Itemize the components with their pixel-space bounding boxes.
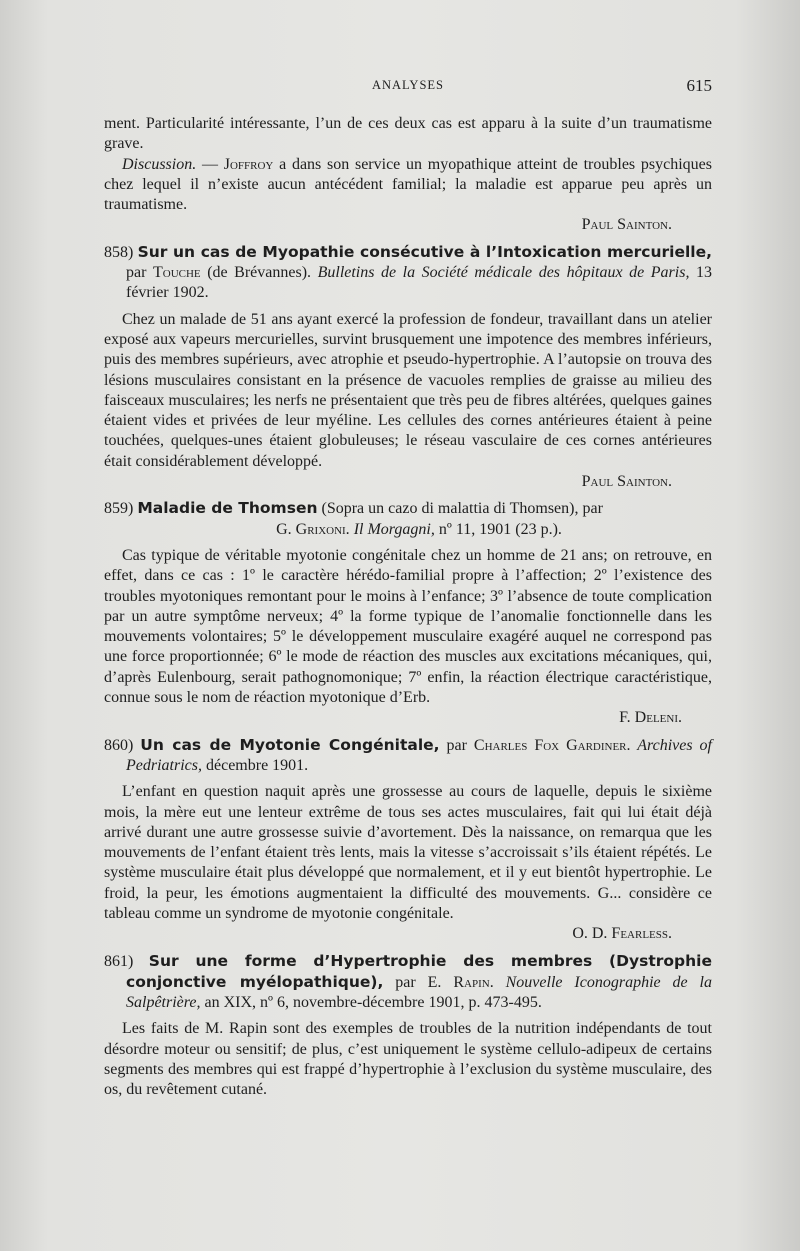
entry-body: Cas typique de véritable myotonie congénitale chez un homme de 21 ans; on retrouve, en effet, dans ce cas : 1º le caractère hérédo-familial propre à l’affection; 2º l’existence des troubles myotoniques remontant pour le moins à l’enfance; 3º l’absence de toute complication par un autre symptôme nerveux; 4º la forme typique de l’anomalie fonctionnelle dans les mouvements volontaires; 5º le développement musculaire exagéré auquel ne correspond pas une force proportionnée; 6º le mode de réaction des muscles aux excitations mécaniques, qui, d’après Eulenbourg, serait pathognomonique; 7º enfin, la réaction électrique caractéristique, connue sous le nom de réaction myotonique d’Erb.: [104, 546, 712, 707]
abstract-entry-858: [104, 242, 712, 493]
entry-subtitle: (Sopra un cazo di malattia di Thomsen), par: [317, 500, 603, 518]
entry-date: décembre 1901.: [202, 756, 309, 774]
entry-number: 858): [104, 243, 134, 261]
abstract-entry-860: [104, 735, 712, 945]
entry-by: par: [383, 973, 428, 991]
abstract-entry-861: [104, 951, 712, 1101]
entry-heading: [104, 498, 712, 540]
discussion-paragraph: [104, 155, 712, 216]
continuation-paragraph: ment. Particularité intéressante, l’un de ces deux cas est apparu à la suite d’un traumatisme grave.: [104, 115, 712, 153]
entry-body: L’enfant en question naquit après une grossesse au cours de laquelle, depuis le sixième mois, la mère eut une lenteur extrême de tous ses actes musculaires, fait qui lui était déjà arrivé durant une autre grossesse suivie d’avortement. Dès la naissance, on remarqua que les mouvements de l’enfant étaient très lents, mais la vitesse s’accroissait s’ils étaient répétés. Le système musculaire était plus développé que normalement, et il y eut bientôt hypertrophie. Le froid, la peur, les émotions augmentaient la difficulté des mouvements. G... considère ce tableau comme un syndrome de myotonie congénitale.: [104, 783, 712, 922]
entry-affiliation: (de Brévannes).: [200, 264, 318, 282]
entry-journal: Il Morgagni,: [349, 520, 435, 538]
entry-by: par: [126, 264, 153, 282]
entry-date: 13 février 1902.: [126, 264, 713, 302]
entry-journal: Bulletins de la Société médicale des hôpitaux de Paris,: [317, 264, 690, 282]
signature: Paul Sainton.: [581, 216, 672, 234]
entry-author: Touche: [152, 264, 201, 282]
signature: O. D. Fearless.: [572, 925, 672, 943]
entry-author: G. Grixoni.: [276, 520, 350, 538]
entry-title: Sur une forme d’Hypertrophie des membres (Dystrophie conjonctive myélopathique),: [126, 951, 712, 991]
page-header: [104, 76, 712, 100]
entry-date: an XIX, nº 6, novembre-décembre 1901, p. 473-495.: [200, 994, 542, 1012]
page-content: [104, 114, 712, 1101]
entry-heading: [104, 242, 712, 304]
entry-title: Un cas de Myotonie Congénitale,: [140, 735, 440, 754]
entry-journal: Nouvelle Iconographie de la Salpêtrière,: [126, 973, 712, 1012]
entry-body: Chez un malade de 51 ans ayant exercé la profession de fondeur, travaillant dans un atelier exposé aux vapeurs mercurielles, survint brusquement une impotence des membres inférieurs, puis des membres supérieurs, avec atrophie et pseudo-hypertrophie. A l’autopsie on trouva des lésions musculaires consistant en la présence de vacuoles remplies de graisse au milieu des faisceaux musculaires; les nerfs ne présentaient que très peu de fibres altérées, quelques gaines étaient vides et privées de leur myéline. Les cellules des cornes antérieures étaient à peine touchées, quelques-unes étaient globuleuses; le réseau vasculaire de ces cornes antérieures était considérablement développé.: [104, 310, 712, 470]
entry-by: par: [439, 736, 474, 754]
discussion-author: Joffroy: [223, 155, 274, 173]
discussion-label: Discussion.: [122, 155, 197, 173]
entry-heading: [104, 735, 712, 777]
signature: Paul Sainton.: [581, 473, 672, 491]
entry-author: Charles Fox Gardiner.: [473, 736, 631, 754]
entry-date: nº 11, 1901 (23 p.).: [434, 520, 562, 538]
entry-heading: [104, 951, 712, 1014]
entry-title: Maladie de Thomsen: [137, 499, 318, 518]
entry-title: Sur un cas de Myopathie consécutive à l’Intoxication mercurielle,: [137, 242, 712, 261]
discussion-dash: —: [196, 155, 224, 173]
page-number: 615: [686, 76, 712, 95]
entry-number: 860): [104, 736, 134, 754]
abstract-entry-859: [104, 498, 712, 728]
entry-citation-line: [126, 520, 712, 540]
entry-number: 859): [104, 500, 134, 518]
entry-author: E. Rapin.: [427, 973, 494, 991]
entry-number: 861): [104, 952, 134, 970]
entry-journal: Archives of Pedriatrics,: [126, 736, 712, 774]
discussion-text: a dans son service un myopathique atteint de troubles psychiques chez lequel il n’existe aucun antécédent familial; la maladie est apparue peu après un traumatisme.: [104, 155, 713, 214]
running-title: ANALYSES: [371, 78, 445, 92]
entry-body: Les faits de M. Rapin sont des exemples de troubles de la nutrition indépendants de tout désordre moteur ou sensitif; de plus, c’est uniquement le système cellulo-adipeux de certains segments des membres qui est frappé d’hypertrophie à l’exclusion du système musculaire, des os, du revêtement cutané.: [104, 1020, 712, 1099]
signature: F. Deleni.: [619, 709, 682, 727]
